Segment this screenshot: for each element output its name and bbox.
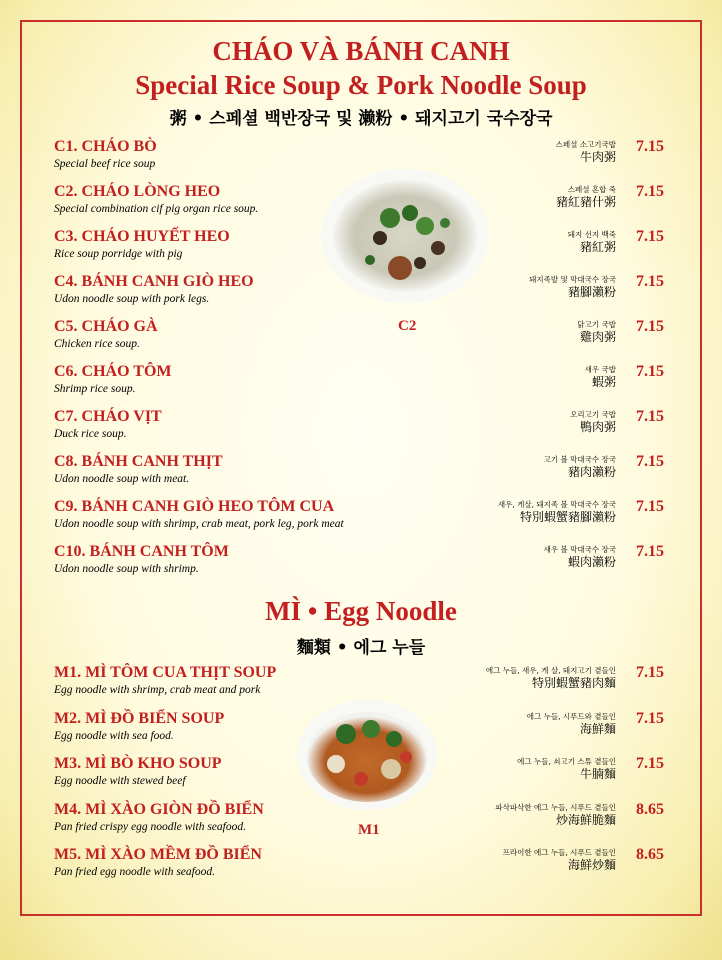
item-chinese-name: 雞肉粥	[579, 330, 616, 344]
section2-title: MÌ • Egg Noodle	[265, 596, 457, 626]
item-description: Duck rice soup.	[54, 428, 127, 440]
item-price: 7.15	[636, 363, 664, 380]
section1-subtitle: 粥 • 스페셜 백반장국 및 濑粉 • 돼지고기 국수장국	[169, 109, 553, 129]
item-asian-names	[503, 846, 616, 872]
item-name: C3. CHÁO HUYẾT HEO	[54, 228, 230, 245]
item-asian-names	[577, 318, 616, 344]
item-korean-name: 고기 볼 막대국수 장국	[543, 455, 616, 464]
item-korean-name: 에그 누들, 쇠고기 스튜 곁들인	[517, 757, 616, 766]
item-korean-name: 에그 누들, 새우, 게 살, 돼지고기 곁들인	[485, 666, 616, 675]
menu-item	[54, 138, 664, 178]
item-asian-names	[527, 710, 616, 736]
item-korean-name: 오리고기 국밥	[570, 410, 616, 419]
item-name: M2. MÌ ĐỒ BIỂN SOUP	[54, 709, 225, 727]
item-name: C1. CHÁO BÒ	[54, 138, 157, 155]
item-price: 7.15	[636, 228, 664, 245]
item-price: 7.15	[636, 138, 664, 155]
item-description: Udon noodle soup with pork legs.	[54, 293, 210, 305]
item-price: 8.65	[636, 800, 664, 818]
menu-item	[54, 363, 664, 403]
item-asian-names	[495, 801, 616, 827]
item-chinese-name: 牛肉粥	[579, 150, 616, 164]
item-chinese-name: 豬紅豬什粥	[555, 195, 616, 209]
item-name: M3. MÌ BÒ KHO SOUP	[54, 755, 222, 772]
section2-subtitle: 麵類 • 에그 누들	[296, 638, 426, 658]
item-chinese-name: 豬腳瀨粉	[567, 285, 616, 299]
item-korean-name: 새우, 게살, 돼지족 볼 막대국수 장국	[497, 500, 616, 509]
item-chinese-name: 蝦肉瀨粉	[567, 555, 616, 569]
item-korean-name: 닭고기 국밥	[577, 320, 616, 329]
item-price: 7.15	[636, 664, 664, 681]
item-korean-name: 프라이한 에그 누들, 시푸드 곁들인	[502, 848, 616, 857]
item-description: Udon noodle soup with meat.	[54, 473, 190, 485]
item-description: Chicken rice soup.	[54, 338, 140, 350]
item-korean-name: 돼지 선지 백죽	[567, 230, 616, 239]
photo-caption-c2: C2	[398, 318, 417, 334]
item-korean-name: 새우 국밥	[584, 365, 616, 374]
item-price: 7.15	[636, 498, 664, 515]
item-description: Rice soup porridge with pig	[54, 248, 183, 260]
menu-item	[54, 664, 664, 704]
item-chinese-name: 海鮮炒麵	[567, 858, 616, 872]
item-description: Pan fried crispy egg noodle with seafood.	[54, 820, 246, 833]
menu-item	[54, 453, 664, 493]
item-price: 7.15	[636, 543, 664, 560]
item-name: C10. BÁNH CANH TÔM	[54, 543, 229, 560]
menu-item	[54, 846, 664, 886]
item-chinese-name: 特別蝦蟹豬腳瀨粉	[519, 510, 616, 524]
item-asian-names	[556, 138, 616, 164]
dish-photo-c2	[320, 168, 490, 304]
item-name: C9. BÁNH CANH GIÒ HEO TÔM CUA	[54, 498, 335, 515]
item-chinese-name: 特別蝦蟹豬肉麵	[531, 676, 616, 690]
item-asian-names	[570, 408, 616, 434]
item-asian-names	[544, 543, 616, 569]
item-asian-names	[529, 273, 616, 299]
item-name: C5. CHÁO GÀ	[54, 318, 158, 335]
item-description: Egg noodle with sea food.	[54, 729, 174, 742]
item-asian-names	[544, 453, 616, 479]
item-korean-name: 스페셜 혼합 죽	[567, 185, 616, 194]
item-name: C2. CHÁO LÒNG HEO	[54, 183, 221, 200]
item-asian-names	[568, 228, 616, 254]
item-korean-name: 돼지족발 및 막대국수 장국	[529, 275, 616, 284]
item-description: Special beef rice soup	[54, 158, 156, 170]
section1-title-en: Special Rice Soup & Pork Noodle Soup	[135, 70, 587, 100]
item-asian-names	[498, 498, 616, 524]
item-description: Udon noodle soup with shrimp.	[54, 563, 199, 575]
item-chinese-name: 鴨肉粥	[579, 420, 616, 434]
item-description: Special combination cif pig organ rice soup.	[54, 203, 259, 215]
item-name: M5. MÌ XÀO MỀM ĐỒ BIỂN	[54, 846, 262, 863]
photo-caption-m1: M1	[358, 822, 380, 838]
item-price: 7.15	[636, 183, 664, 200]
item-asian-names	[517, 755, 616, 781]
item-korean-name: 새우 볼 막대국수 장국	[543, 545, 616, 554]
item-name: C7. CHÁO VỊT	[54, 408, 162, 425]
menu-item	[54, 408, 664, 448]
item-chinese-name: 海鮮麵	[579, 721, 616, 736]
menu-item	[54, 498, 664, 538]
item-price: 7.15	[636, 453, 664, 470]
item-korean-name: 에그 누들, 시푸드와 곁들인	[526, 711, 616, 721]
item-asian-names	[556, 183, 616, 209]
item-description: Pan fried egg noodle with seafood.	[54, 866, 215, 878]
item-chinese-name: 炒海鮮脆麵	[555, 812, 616, 827]
item-price: 7.15	[636, 273, 664, 290]
item-description: Shrimp rice soup.	[54, 383, 136, 395]
dish-photo-m1	[296, 699, 438, 811]
item-description: Udon noodle soup with shrimp, crab meat, pork leg, pork meat	[54, 518, 344, 530]
item-price: 7.15	[636, 709, 664, 727]
item-name: C4. BÁNH CANH GIÒ HEO	[54, 273, 254, 290]
menu-item	[54, 543, 664, 583]
item-chinese-name: 牛腩麵	[579, 767, 616, 781]
item-price: 7.15	[636, 408, 664, 425]
item-name: C8. BÁNH CANH THỊT	[54, 453, 223, 470]
item-asian-names	[585, 363, 616, 389]
item-korean-name: 스페셜 소고기국밥	[555, 140, 616, 149]
item-korean-name: 파삭파삭한 에그 누들, 시푸드 곁들인	[495, 802, 616, 812]
item-price: 7.15	[636, 755, 664, 772]
item-name: M4. MÌ XÀO GIÒN ĐỒ BIỂN	[54, 800, 264, 818]
item-chinese-name: 豬肉瀨粉	[567, 465, 616, 479]
menu-item	[54, 318, 664, 358]
item-chinese-name: 豬紅粥	[579, 240, 616, 254]
item-chinese-name: 蝦粥	[591, 375, 616, 389]
item-name: M1. MÌ TÔM CUA THỊT SOUP	[54, 664, 277, 681]
item-price: 8.65	[636, 846, 664, 863]
item-asian-names	[486, 664, 616, 690]
item-description: Egg noodle with shrimp, crab meat and pork	[54, 684, 261, 696]
item-name: C6. CHÁO TÔM	[54, 363, 172, 380]
item-description: Egg noodle with stewed beef	[54, 775, 186, 787]
section1-title-vn: CHÁO VÀ BÁNH CANH	[212, 36, 510, 66]
item-price: 7.15	[636, 318, 664, 335]
